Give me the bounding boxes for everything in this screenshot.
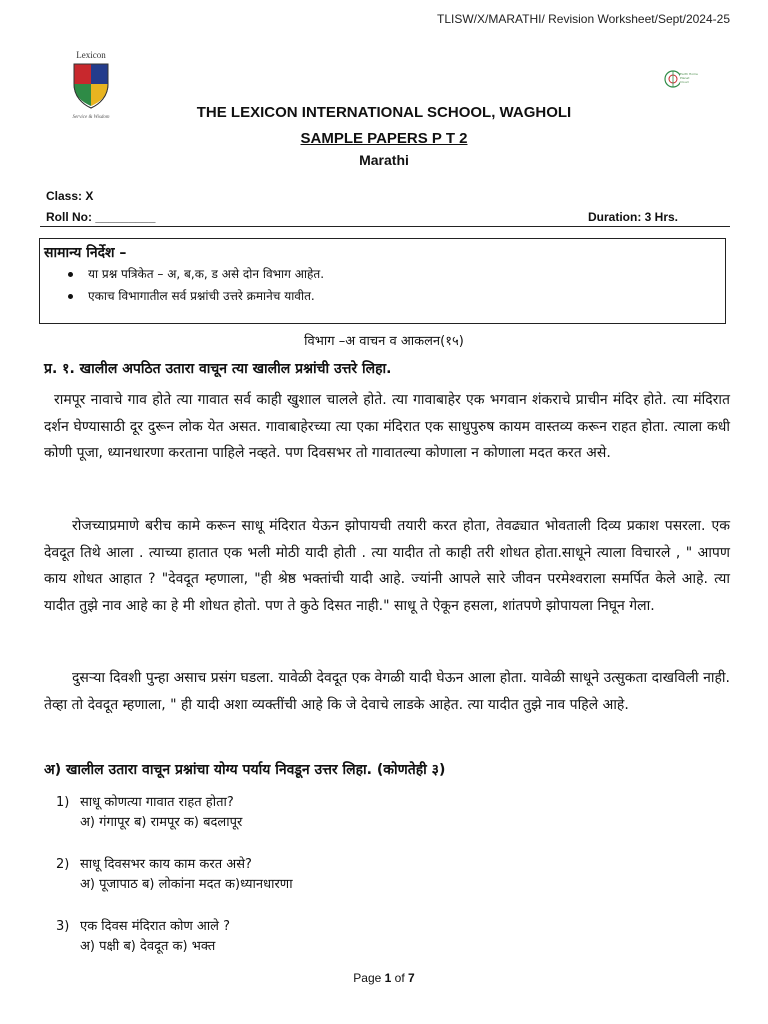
logo-motto: Service & Wisdom	[72, 115, 110, 120]
page-footer	[0, 971, 768, 985]
passage-paragraph: दुसऱ्या दिवशी पुन्हा असाच प्रसंग घडला. यावेळी देवदूत एक वेगळी यादी घेऊन आला होता. यावेळी साधूने उत्सुकता दाखविली नाही. तेव्हा तो देवदूत म्हणाला, " ही यादी अशा व्यक्तींची आहे कि जे देवाचे लाडके आहेत. त्या यादीत तुझे नाव पहिले आहे.	[44, 670, 730, 713]
mcq-question: साधू दिवसभर काय काम करत असे?	[80, 857, 252, 872]
mcq-number: 3)	[56, 919, 70, 934]
subject-name: Marathi	[359, 152, 409, 168]
mcq-question: साधू कोणत्या गावात राहत होता?	[80, 795, 234, 810]
section-heading: विभाग –अ वाचन व आकलन(१५)	[304, 334, 464, 349]
mcq-options: अ) पक्षी ब) देवदूत क) भक्त	[80, 939, 216, 954]
page-label: Page	[353, 971, 382, 985]
duration-line: Duration: 3 Hrs.	[588, 210, 679, 224]
mcq-item	[56, 793, 242, 833]
mcq-options: अ) पूजापाठ ब) लोकांना मदत क)ध्यानधारणा	[80, 877, 293, 892]
school-name: THE LEXICON INTERNATIONAL SCHOOL, WAGHOLI	[196, 104, 572, 121]
logo-name: Lexicon	[76, 50, 106, 60]
passage-paragraph: रोजच्याप्रमाणे बरीच कामे करून साधू मंदिरात येऊन झोपायची तयारी करत होता, तेवढ्यात भोवताली दिव्य प्रकाश पसरला. एक देवदूत तिथे आला . त्याच्या हातात एक भली मोठी यादी होती . त्या यादीत तो काही तरी शोधत होता.साधूने त्याला विचारले , " आपण काय शोधत आहात ? "देवदूत म्हणाला, "ही श्रेष्ठ भक्तांची यादी आहे. ज्यांनी आपले सारे जीवन परमेश्वराला समर्पित केले आहे. त्या यादीत तुझे नाव आहे का हे मी शोधत होतो. पण ते कुठे दिसत नाही." साधू ते ऐकून हसला, शांतपणे झोपायला निघून गेला.	[44, 518, 730, 614]
page-number: 1	[384, 971, 392, 985]
instruction-item: या प्रश्न पत्रिकेत – अ, ब,क, ड असे दोन विभाग आहेत.	[68, 263, 324, 285]
shield-icon	[68, 60, 114, 110]
page-total: 7	[408, 971, 415, 985]
mcq-options: अ) गंगापूर ब) रामपूर क) बदलापूर	[80, 815, 243, 830]
class-line: Class: X	[46, 189, 94, 203]
header-divider	[40, 226, 730, 227]
roll-number-line: Roll No: _________	[46, 210, 156, 224]
passage-paragraph: रामपूर नावाचे गाव होते त्या गावात सर्व काही खुशाल चालले होते. त्या गावाबाहेर एक भगवान शंकराचे प्राचीन मंदिर होते. त्या मंदिरात दर्शन घेण्यासाठी दूर दुरून लोक येत असत. गावाबाहेरच्या त्या एका मंदिरात एक साधुपुरुष कायम वास्तव्य करून राहत होता. त्याला कधी कोणी पूजा, ध्यानधारणा करताना पाहिले नव्हते. पण दिवसभर तो गावातल्या कोणाला न कोणाला मदत करत असे.	[44, 392, 730, 461]
subquestion-title: अ) खालील उतारा वाचून प्रश्नांचा योग्य पर्याय निवडून उत्तर लिहा. (कोणतेही ३)	[44, 762, 446, 778]
instructions-title: सामान्य निर्देश –	[44, 245, 127, 261]
mcq-question: एक दिवस मंदिरात कोण आले ?	[80, 919, 231, 934]
mcq-number: 1)	[56, 795, 70, 810]
seal-logo	[664, 62, 698, 96]
globe-seal-icon	[664, 62, 680, 96]
mcq-item	[56, 917, 230, 957]
document-reference-code: TLISW/X/MARATHI/ Revision Worksheet/Sept/2024-25	[437, 12, 730, 26]
question-title: प्र. १. खालील अपठित उतारा वाचून त्या खालील प्रश्नांची उत्तरे लिहा.	[44, 361, 392, 377]
seal-text: Earth Home Planet Cloud	[680, 72, 698, 84]
of-label: of	[394, 971, 405, 985]
paper-title-text: SAMPLE PAPERS P T 2	[300, 130, 468, 147]
mcq-item	[56, 855, 293, 895]
instruction-item: एकाच विभागातील सर्व प्रश्नांची उत्तरे क्रमानेच यावीत.	[68, 285, 324, 307]
instructions-list	[68, 263, 324, 307]
instructions-box	[39, 238, 726, 324]
mcq-number: 2)	[56, 857, 70, 872]
paper-title	[0, 130, 768, 147]
